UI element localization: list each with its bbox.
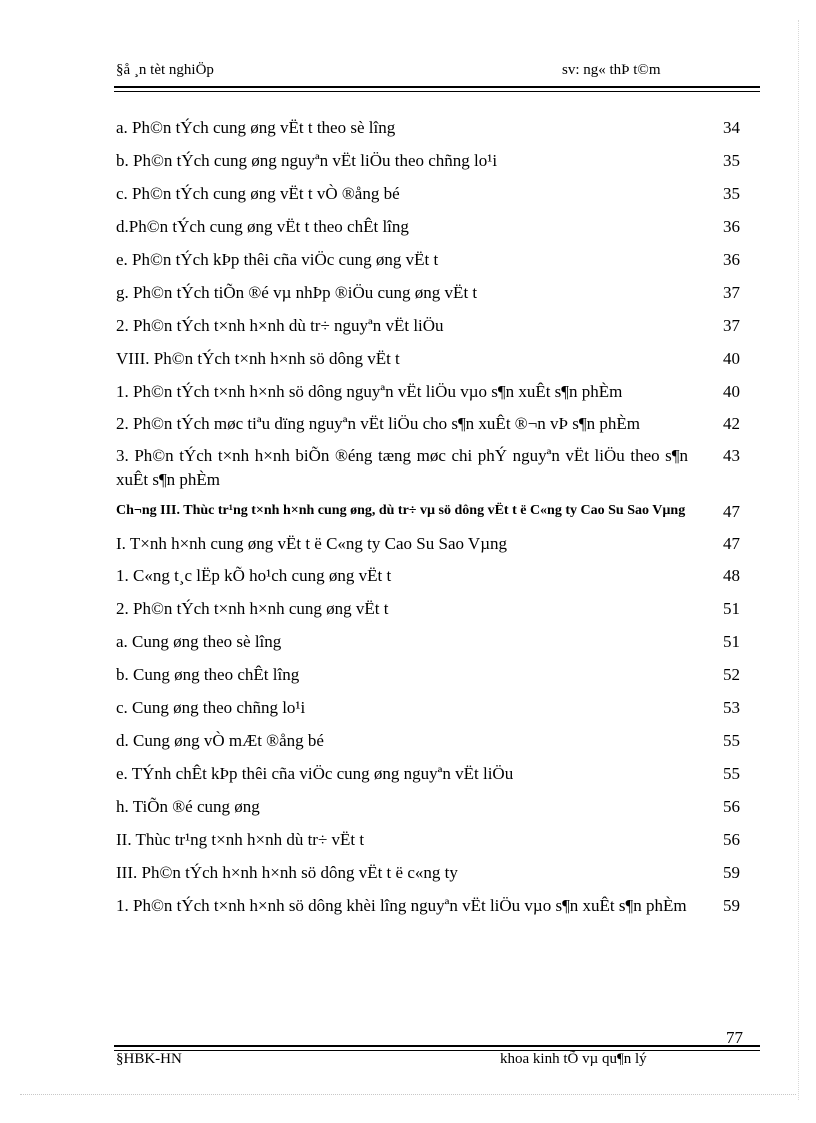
toc-entry bbox=[116, 894, 756, 918]
toc-entry-title: d.Ph©n tÝch cung øng vËt t theo chÊt lîng bbox=[116, 217, 409, 236]
toc-entry-title: III. Ph©n tÝch h×nh h×nh sö dông vËt t ë c«ng ty bbox=[116, 863, 458, 882]
toc-entry-title: VIII. Ph©n tÝch t×nh h×nh sö dông vËt t bbox=[116, 349, 400, 368]
toc-entry-title: 2. Ph©n tÝch t×nh h×nh cung øng vËt t bbox=[116, 599, 389, 618]
toc-entry-page: 37 bbox=[723, 283, 740, 302]
toc-entry-title: II. Thùc tr¹ng t×nh h×nh dù tr÷ vËt t bbox=[116, 830, 365, 849]
toc-entry-page: 52 bbox=[723, 665, 740, 684]
toc-entry bbox=[116, 314, 756, 338]
toc-entry-page: 35 bbox=[723, 184, 740, 203]
toc-entry-page: 40 bbox=[723, 382, 740, 401]
toc-entry-title: c. Cung øng theo chñng lo¹i bbox=[116, 698, 306, 717]
toc-entry-page: 47 bbox=[723, 502, 740, 521]
toc-entry bbox=[116, 182, 756, 206]
toc-entry-page: 35 bbox=[723, 151, 740, 170]
toc-entry-title: Ch¬ng III. Thùc tr¹ng t×nh h×nh cung øng, dù tr÷ vµ sö dông vËt t ë C«ng ty Cao Su Sao Vµng bbox=[116, 503, 686, 518]
toc-entry-page: 47 bbox=[723, 534, 740, 553]
toc-entry-title: e. TÝnh chÊt kÞp thêi cña viÖc cung øng nguyªn vËt liÖu bbox=[116, 764, 514, 783]
toc-entry-page: 51 bbox=[723, 599, 740, 618]
toc-entry-page: 34 bbox=[723, 118, 740, 137]
toc-entry-page: 40 bbox=[723, 349, 740, 368]
page-number: 77 bbox=[726, 1028, 743, 1047]
toc-entry bbox=[116, 630, 756, 654]
toc-entry-page: 59 bbox=[723, 863, 740, 882]
page-header bbox=[116, 62, 756, 82]
header-rule-thick bbox=[114, 86, 760, 88]
toc-entry-page: 37 bbox=[723, 316, 740, 335]
toc-entry-page: 43 bbox=[723, 446, 740, 465]
toc-entry-title: h. TiÕn ®é cung øng bbox=[116, 797, 260, 816]
toc-entry-title: 1. Ph©n tÝch t×nh h×nh sö dông nguyªn vËt liÖu vµo s¶n xuÊt s¶n phÈm bbox=[116, 382, 623, 401]
toc-entry-title: e. Ph©n tÝch kÞp thêi cña viÖc cung øng vËt t bbox=[116, 250, 439, 269]
toc-entry-title: a. Cung øng theo sè lîng bbox=[116, 632, 282, 651]
toc-entry bbox=[116, 281, 756, 305]
toc-entry bbox=[116, 532, 756, 556]
toc-entry bbox=[116, 500, 756, 524]
toc-entry bbox=[116, 696, 756, 720]
header-rule-thin bbox=[114, 91, 760, 92]
toc-entry-title: 1. Ph©n tÝch t×nh h×nh sö dông khèi lîng nguyªn vËt liÖu vµo s¶n xuÊt s¶n phÈm bbox=[116, 896, 687, 915]
toc-entry bbox=[116, 597, 756, 621]
toc-entry-page: 36 bbox=[723, 217, 740, 236]
toc-entry bbox=[116, 116, 756, 140]
toc-entry bbox=[116, 215, 756, 239]
toc-entry bbox=[116, 248, 756, 272]
toc-entry bbox=[116, 444, 756, 492]
toc-entry bbox=[116, 564, 756, 588]
toc-entry-page: 55 bbox=[723, 764, 740, 783]
footer-right-text: khoa kinh tÕ vµ qu¶n lý bbox=[500, 1051, 647, 1067]
header-left-text: §å ¸n tèt nghiÖp bbox=[116, 62, 214, 78]
toc-entry-title: d. Cung øng vÒ mÆt ®ång bé bbox=[116, 731, 324, 750]
toc-entry-page: 56 bbox=[723, 797, 740, 816]
toc-entry bbox=[116, 828, 756, 852]
table-of-contents bbox=[116, 116, 756, 918]
toc-entry-page: 59 bbox=[723, 896, 740, 915]
toc-entry bbox=[116, 762, 756, 786]
toc-entry-page: 42 bbox=[723, 414, 740, 433]
toc-entry-title: b. Ph©n tÝch cung øng nguyªn vËt liÖu theo chñng lo¹i bbox=[116, 151, 498, 170]
page-edge-line bbox=[798, 20, 799, 1100]
footer-rule-thin bbox=[114, 1050, 760, 1051]
toc-entry-page: 51 bbox=[723, 632, 740, 651]
footer-rule-thick bbox=[114, 1045, 760, 1047]
toc-entry-page: 56 bbox=[723, 830, 740, 849]
toc-entry bbox=[116, 663, 756, 687]
toc-entry-page: 48 bbox=[723, 566, 740, 585]
toc-entry bbox=[116, 412, 756, 436]
page-break-line bbox=[20, 1094, 796, 1095]
toc-entry-title: 2. Ph©n tÝch t×nh h×nh dù tr÷ nguyªn vËt liÖu bbox=[116, 316, 444, 335]
header-right-text: sv: ng« thÞ t©m bbox=[562, 62, 661, 78]
toc-entry bbox=[116, 380, 756, 404]
toc-entry-title: a. Ph©n tÝch cung øng vËt t theo sè lîng bbox=[116, 118, 396, 137]
toc-entry-title: I. T×nh h×nh cung øng vËt t ë C«ng ty Cao Su Sao Vµng bbox=[116, 534, 507, 553]
toc-entry-title: c. Ph©n tÝch cung øng vËt t vÒ ®ång bé bbox=[116, 184, 400, 203]
toc-entry-title: 3. Ph©n tÝch t×nh h×nh biÕn ®éng tæng møc chi phÝ nguyªn vËt liÖu theo s¶n xuÊt s¶n phÈm bbox=[116, 446, 688, 489]
toc-entry-page: 55 bbox=[723, 731, 740, 750]
toc-entry-title: b. Cung øng theo chÊt lîng bbox=[116, 665, 300, 684]
toc-entry-title: 2. Ph©n tÝch møc tiªu dïng nguyªn vËt liÖu cho s¶n xuÊt ®¬n vÞ s¶n phÈm bbox=[116, 414, 640, 433]
toc-entry-title: g. Ph©n tÝch tiÕn ®é vµ nhÞp ®iÖu cung øng vËt t bbox=[116, 283, 478, 302]
footer-left-text: §HBK-HN bbox=[116, 1051, 182, 1067]
toc-entry bbox=[116, 347, 756, 371]
toc-entry-title: 1. C«ng t¸c lËp kÕ ho¹ch cung øng vËt t bbox=[116, 566, 392, 585]
toc-entry bbox=[116, 861, 756, 885]
toc-entry bbox=[116, 729, 756, 753]
toc-entry bbox=[116, 149, 756, 173]
toc-entry bbox=[116, 795, 756, 819]
toc-entry-page: 53 bbox=[723, 698, 740, 717]
toc-entry-page: 36 bbox=[723, 250, 740, 269]
